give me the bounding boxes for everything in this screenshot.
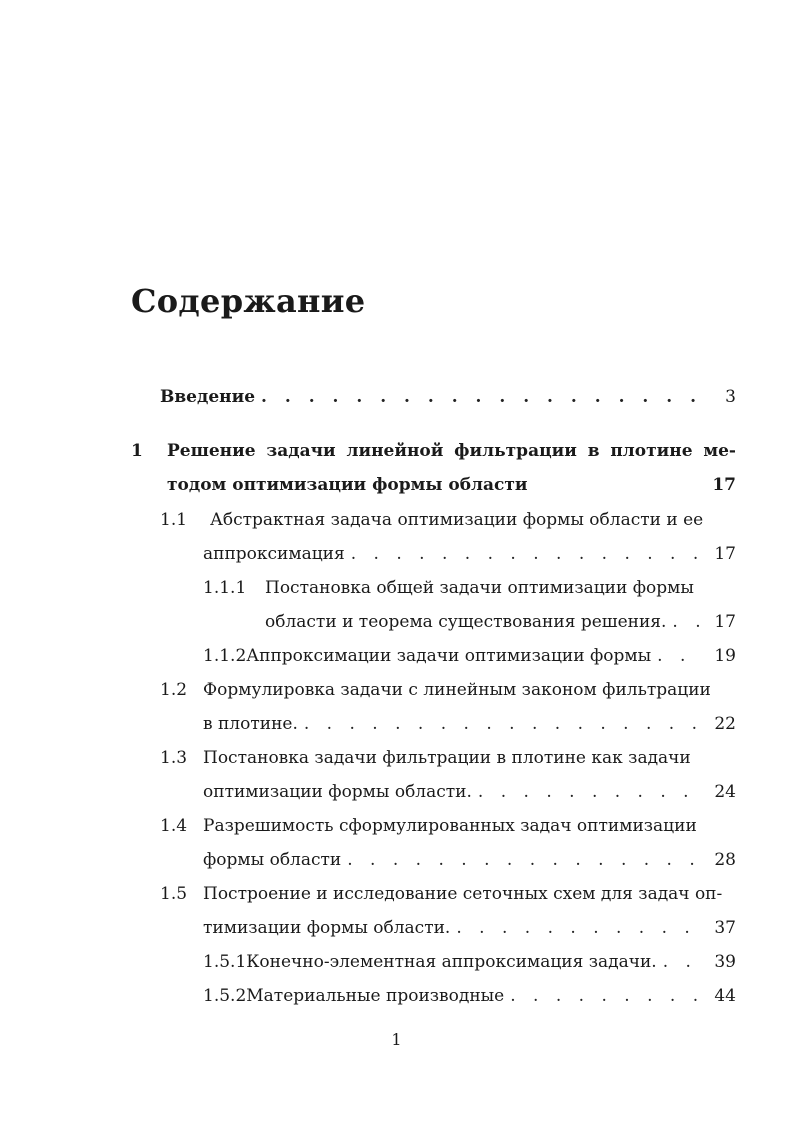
- toc-entry-label: области и теорема существования решения.: [265, 612, 667, 632]
- toc-entry-1-5-1[interactable]: [203, 945, 736, 979]
- toc-number: 1.3: [160, 748, 188, 768]
- toc-entry-label: Абстрактная задача оптимизации формы области и ее: [210, 510, 704, 530]
- toc-entry-1-3[interactable]: [160, 741, 691, 775]
- toc-page-number: 28: [714, 850, 736, 870]
- toc-entry-1-1-2[interactable]: [203, 639, 736, 673]
- toc-entry-1-1-cont[interactable]: [203, 537, 736, 571]
- dot-leader: [478, 775, 704, 809]
- toc-page-number: 44: [714, 986, 736, 1006]
- toc-entry-label: Разрешимость сформулированных задач оптимизации: [203, 816, 697, 836]
- toc-entry-1-4[interactable]: [160, 809, 697, 843]
- toc-entry-1-2-cont[interactable]: [203, 707, 736, 741]
- toc-entry-label: тимизации формы области.: [203, 918, 451, 938]
- toc-page-number: 37: [714, 918, 736, 938]
- dot-leader: [510, 979, 704, 1013]
- toc-number: 1.2: [160, 680, 188, 700]
- toc-page-number: 39: [714, 952, 736, 972]
- toc-entry-1-1-1[interactable]: [203, 571, 694, 605]
- dot-leader: [304, 707, 704, 741]
- toc-page-number: 24: [714, 782, 736, 802]
- toc-entry-label: в плотине.: [203, 714, 298, 734]
- toc-entry-label: Решение задачи линейной фильтрации в плотине ме-: [167, 441, 736, 461]
- toc-entry-1-5-cont[interactable]: [203, 911, 736, 945]
- dot-leader: [347, 843, 704, 877]
- toc-entry-1-3-cont[interactable]: [203, 775, 736, 809]
- dot-leader: [657, 639, 704, 673]
- toc-page-number: 17: [712, 475, 736, 495]
- toc-page-number: 3: [725, 387, 736, 407]
- dot-leader: [261, 380, 704, 414]
- toc-entry-label: Формулировка задачи с линейным законом фильтрации: [203, 680, 711, 700]
- page-title: Содержание: [131, 282, 366, 320]
- toc-entry-1-1-1-cont[interactable]: [265, 605, 736, 639]
- toc-number: 1.5.2: [203, 986, 247, 1006]
- toc-number: 1.5.1: [203, 952, 247, 972]
- dot-leader: [351, 537, 704, 571]
- toc-number: 1: [131, 441, 143, 461]
- toc-page-number: 17: [714, 612, 736, 632]
- toc-entry-1-2[interactable]: [160, 673, 711, 707]
- toc-entry-label: формы области: [203, 850, 342, 870]
- toc-page-number: 19: [714, 646, 736, 666]
- toc-number: 1.1.2: [203, 646, 247, 666]
- toc-entry-1-1[interactable]: [160, 503, 704, 537]
- toc-entry-label: оптимизации формы области.: [203, 782, 472, 802]
- toc-entry-label: Введение: [160, 387, 256, 407]
- toc-entry-intro[interactable]: [160, 380, 736, 414]
- toc-entry-1-5[interactable]: [160, 877, 723, 911]
- toc-page-number: 22: [714, 714, 736, 734]
- toc-entry-label: Материальные производные: [246, 986, 505, 1006]
- toc-entry-1-4-cont[interactable]: [203, 843, 736, 877]
- toc-entry-chapter-1-cont[interactable]: [167, 468, 736, 502]
- dot-leader: [456, 911, 704, 945]
- toc-entry-label: Постановка задачи фильтрации в плотине как задачи: [203, 748, 691, 768]
- toc-entry-label: аппроксимация: [203, 544, 345, 564]
- toc-entry-label: Конечно-элементная аппроксимация задачи.: [246, 952, 657, 972]
- toc-number: 1.4: [160, 816, 188, 836]
- toc-entry-label: Построение и исследование сеточных схем для задач оп-: [203, 884, 723, 904]
- toc-entry-label: Аппроксимации задачи оптимизации формы: [246, 646, 652, 666]
- toc-number: 1.1.1: [203, 578, 247, 598]
- dot-leader: [663, 945, 704, 979]
- page-number-footer: 1: [391, 1030, 402, 1049]
- toc-entry-label: Постановка общей задачи оптимизации формы: [265, 578, 694, 598]
- toc-number: 1.5: [160, 884, 188, 904]
- toc-entry-label: тодом оптимизации формы области: [167, 475, 528, 495]
- dot-leader: [672, 605, 704, 639]
- toc-entry-1-5-2[interactable]: [203, 979, 736, 1013]
- toc-page-number: 17: [714, 544, 736, 564]
- toc-entry-chapter-1[interactable]: [131, 434, 736, 468]
- toc-number: 1.1: [160, 510, 188, 530]
